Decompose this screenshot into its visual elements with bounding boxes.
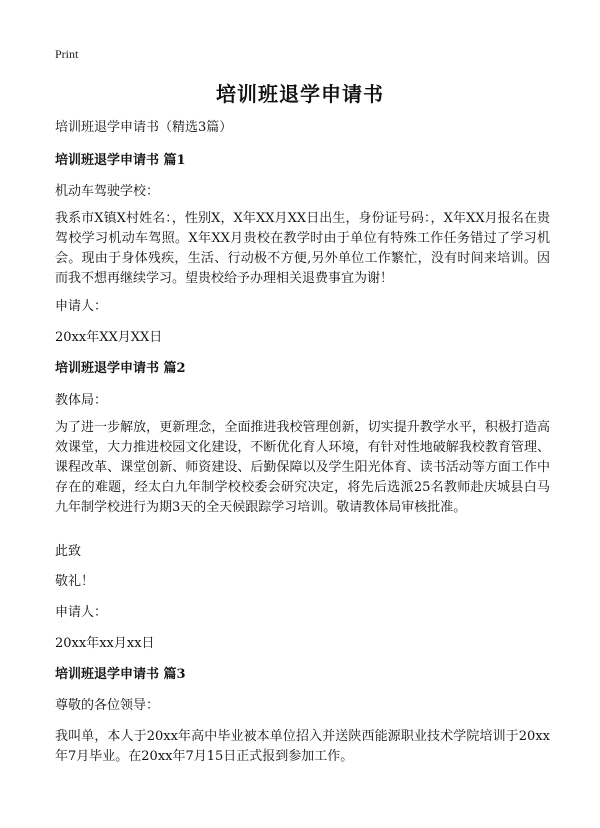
section-2-salutation: 教体局： xyxy=(55,393,108,408)
document-title: 培训班退学申请书 xyxy=(216,82,384,106)
print-link[interactable]: Print xyxy=(55,47,79,61)
section-2-heading: 培训班退学申请书 篇2 xyxy=(55,361,186,376)
section-2-date: 20xx年xx月xx日 xyxy=(55,636,155,651)
section-2-body: 为了进一步解放，更新理念，全面推进我校管理创新，切实提升教学水平，积极打造高效课堂，大力推进校园文化建设，不断优化育人环境，有针对性地破解我校教育管理、课程改革、课堂创新、师资建设、后勤保障以及学生阳光体育、读书活动等方面工作中存在的难题，经太白九年制学校校委会研究决定，将先后选派25名教师赴庆城县白马九年制学校进行为期3天的全天候跟踪学习培训。敬请教体局审核批准。 xyxy=(55,420,550,515)
section-1-date: 20xx年XX月XX日 xyxy=(55,330,163,345)
section-3-salutation: 尊敬的各位领导： xyxy=(55,698,160,713)
section-3-body: 我叫单，本人于20xx年高中毕业被本单位招入并送陕西能源职业技术学院培训于20xx年7月毕业。在20xx年7月15日正式报到参加工作。 xyxy=(55,729,550,764)
section-2-closing-2: 敬礼！ xyxy=(55,574,95,589)
document-intro: 培训班退学申请书（精选3篇） xyxy=(55,120,233,135)
section-1-heading: 培训班退学申请书 篇1 xyxy=(55,153,186,168)
section-1-salutation: 机动车驾驶学校： xyxy=(55,184,160,199)
section-2-applicant: 申请人： xyxy=(55,605,108,620)
section-2-closing-1: 此致 xyxy=(55,544,82,559)
section-1-body: 我系市X镇X村姓名：，性别X，X年XX月XX日出生，身份证号码：，X年XX月报名在贵驾校学习机动车驾照。X年XX月贵校在教学时由于单位有特殊工作任务错过了学习机会。现由于身体残疾，生活、行动极不方便,另外单位工作繁忙，没有时间来培训。因而我不想再继续学习。望贵校给予办理相关退费事宜为谢！ xyxy=(55,211,550,286)
section-1-applicant: 申请人： xyxy=(55,299,108,314)
section-3-heading: 培训班退学申请书 篇3 xyxy=(55,667,186,682)
